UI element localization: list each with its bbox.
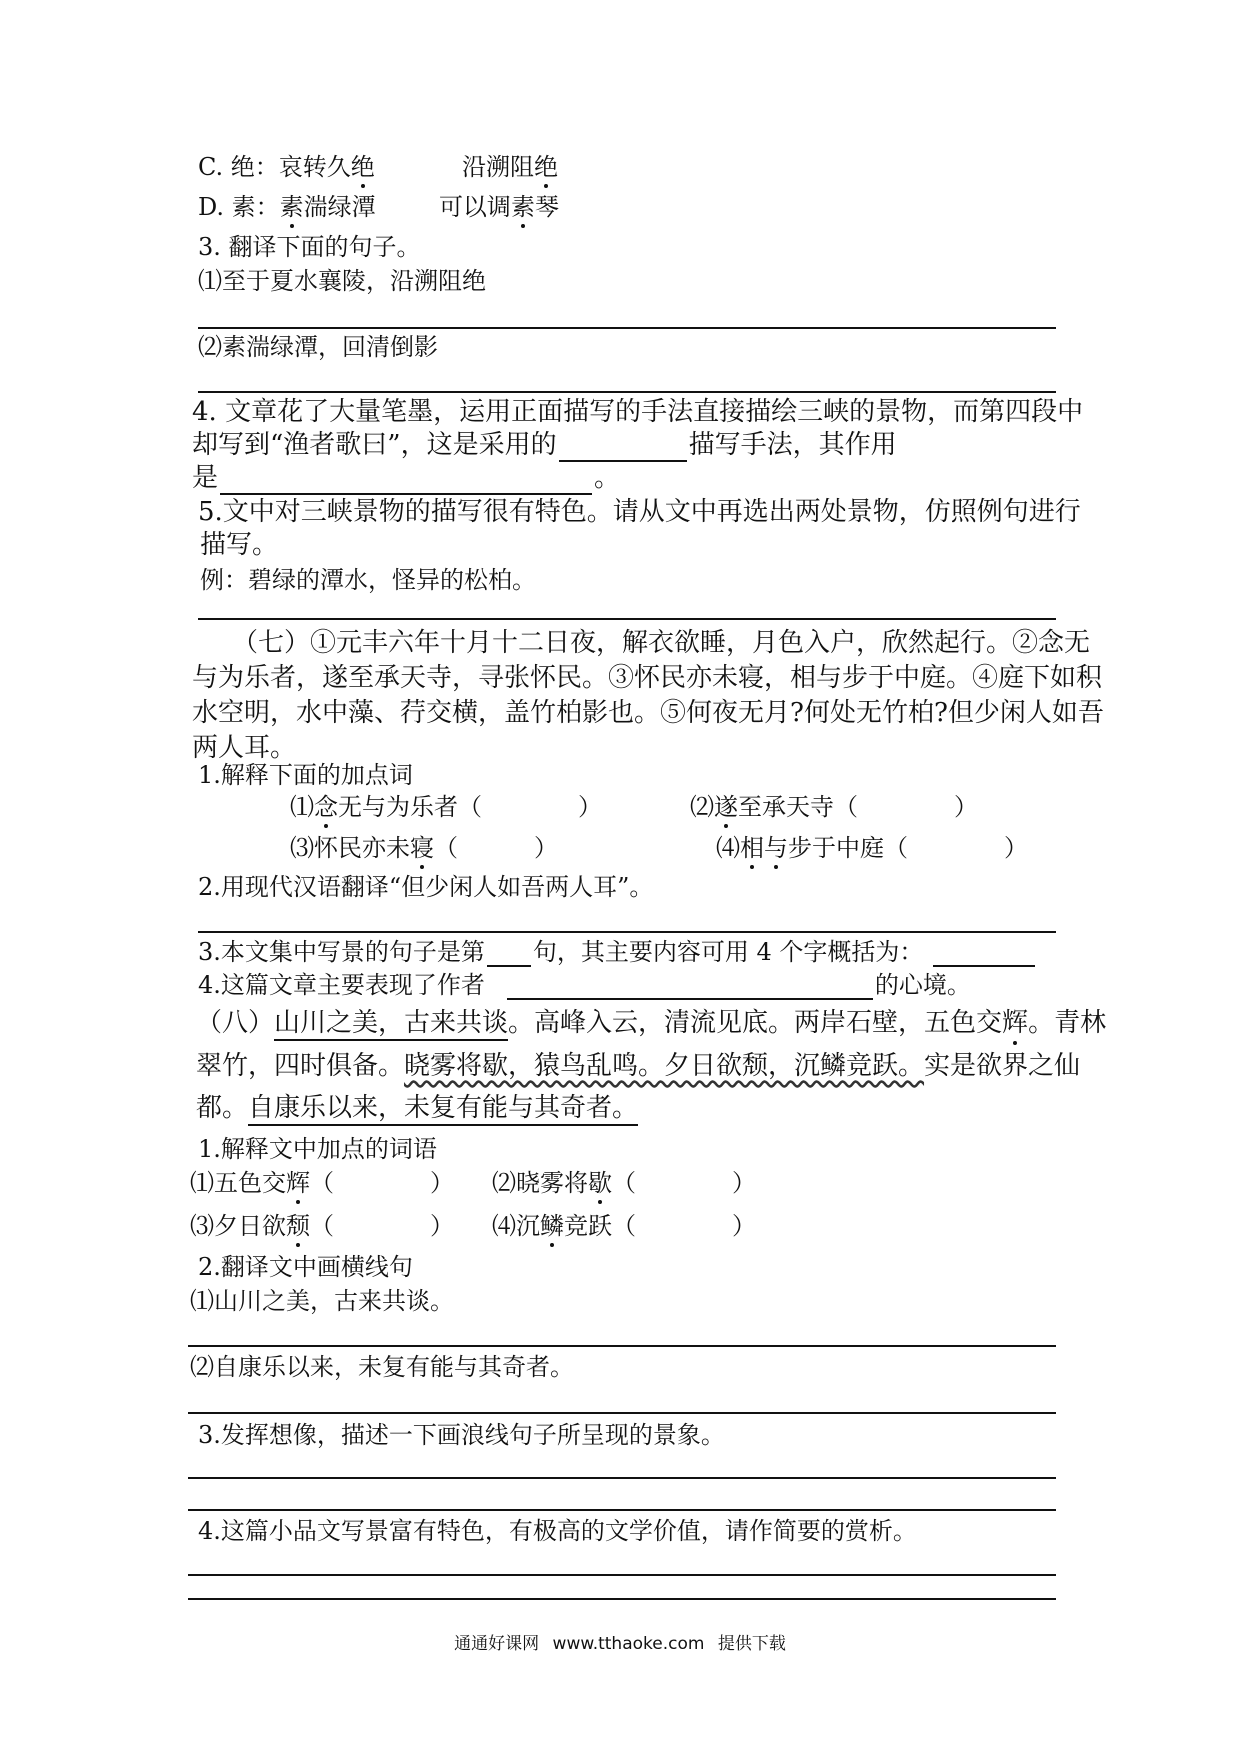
s7-passage-line4: 两人耳。 — [192, 733, 297, 763]
dotted-char: 鳞 — [540, 1212, 564, 1240]
s6-q3-2: ⑵素湍绿潭，回清倒影 — [198, 333, 438, 361]
fill-blank[interactable] — [220, 465, 592, 495]
footer-suffix: 提供下载 — [717, 1634, 786, 1654]
s6-q5-line1: 5.文中对三峡景物的描写很有特色。请从文中再选出两处景物，仿照例句进行 — [198, 497, 1081, 527]
footer-url[interactable]: www.tthaoke.com — [552, 1634, 705, 1654]
dotted-char: 相 — [740, 834, 764, 862]
dotted-char: 歇 — [588, 1169, 612, 1197]
answer-line[interactable] — [188, 1574, 1056, 1576]
wavy-underlined-sentence: 晓雾将歇，猿鸟乱鸣。夕日欲颓，沉鳞竞跃。 — [404, 1051, 925, 1081]
s6-q4-line1: 4. 文章花了大量笔墨，运用正面描写的手法直接描绘三峡的景物，而第四段中 — [192, 397, 1084, 427]
dotted-char: 念 — [314, 793, 338, 821]
s7-q1: 1.解释下面的加点词 — [198, 761, 413, 789]
dotted-char: 颓 — [286, 1212, 310, 1240]
footer-site-name: 通通好课网 — [454, 1634, 540, 1654]
dotted-char: 与 — [764, 834, 788, 862]
s8-q4: 4.这篇小品文写景富有特色，有极高的文学价值，请作简要的赏析。 — [198, 1517, 917, 1545]
option-d: D. 素：素湍绿潭 可以调素琴 — [198, 193, 559, 221]
s7-q2: 2.用现代汉语翻译“但少闲人如吾两人耳”。 — [198, 873, 654, 901]
option-c: C. 绝：哀转久绝 沿溯阻绝 — [198, 153, 559, 181]
s6-q3: 3. 翻译下面的句子。 — [198, 233, 421, 261]
footer — [0, 1629, 1240, 1654]
dotted-char: 辉 — [1002, 1008, 1029, 1038]
s7-passage-line2: 与为乐者，遂至承天寺，寻张怀民。③怀民亦未寝，相与步于中庭。④庭下如积 — [192, 663, 1103, 693]
answer-line[interactable] — [198, 931, 1056, 933]
answer-line[interactable] — [198, 618, 1056, 620]
dotted-char: 辉 — [286, 1169, 310, 1197]
s6-q4-line2: 却写到“渔者歌曰”，这是采用的 描写手法，其作用 — [192, 430, 897, 460]
s6-q5-line2: 描写。 — [200, 530, 279, 560]
s7-q1-item3: ⑶怀民亦未寝（ ） — [290, 834, 558, 862]
s6-q3-1: ⑴至于夏水襄陵，沿溯阻绝 — [198, 267, 486, 295]
answer-line[interactable] — [188, 1412, 1056, 1414]
dotted-char: 绝 — [534, 153, 559, 181]
s7-q3: 3.本文集中写景的句子是第 句，其主要内容可用 4 个字概括为： — [198, 937, 1037, 967]
fill-blank[interactable] — [933, 939, 1035, 967]
dotted-char: 遂 — [714, 793, 738, 821]
underlined-sentence: 自康乐以来，未复有能与其奇者。 — [248, 1093, 638, 1126]
s8-q1-item3: ⑶夕日欲颓（ ） — [190, 1212, 454, 1240]
fill-blank[interactable] — [507, 972, 873, 1000]
s8-passage-line2: 翠竹，四时俱备。晓雾将歇，猿鸟乱鸣。夕日欲颓，沉鳞竞跃。实是欲界之仙 — [196, 1051, 1081, 1081]
s8-q1-item1: ⑴五色交辉（ ） — [190, 1169, 454, 1197]
underlined-sentence: 山川之美，古来共谈 — [274, 1008, 508, 1041]
dotted-char: 素 — [279, 193, 304, 221]
s8-q2-2: ⑵自康乐以来，未复有能与其奇者。 — [190, 1353, 574, 1381]
answer-line[interactable] — [188, 1509, 1056, 1511]
answer-line[interactable] — [188, 1477, 1056, 1479]
s8-passage-line3: 都。自康乐以来，未复有能与其奇者。 — [196, 1091, 638, 1125]
s8-q1-item2: ⑵晓雾将歇（ ） — [492, 1169, 756, 1197]
dotted-char: 素 — [510, 193, 535, 221]
s7-q1-item4: ⑷相与步于中庭（ ） — [716, 834, 1028, 862]
fill-blank[interactable] — [487, 939, 531, 967]
s8-q3: 3.发挥想像，描述一下画浪线句子所呈现的景象。 — [198, 1421, 725, 1449]
answer-line[interactable] — [188, 1345, 1056, 1347]
s8-q1-item4: ⑷沉鳞竞跃（ ） — [492, 1212, 756, 1240]
s6-q5-example: 例：碧绿的潭水，怪异的松柏。 — [200, 566, 536, 594]
s8-passage-line1: （八）山川之美，古来共谈。高峰入云，清流见底。两岸石壁，五色交辉。青林 — [196, 1006, 1106, 1040]
s7-q1-item1: ⑴念无与为乐者（ ） — [290, 793, 602, 821]
answer-line[interactable] — [188, 1598, 1056, 1600]
s7-passage-line1: （七）①元丰六年十月十二日夜，解衣欲睡，月色入户，欣然起行。②念无 — [232, 628, 1091, 658]
s6-q4-line3: 是 。 — [192, 463, 621, 493]
s8-q2: 2.翻译文中画横线句 — [198, 1253, 413, 1281]
s8-q2-1: ⑴山川之美，古来共谈。 — [190, 1287, 454, 1315]
dotted-char: 寝 — [410, 834, 434, 862]
s7-passage-line3: 水空明，水中藻、荇交横，盖竹柏影也。⑤何夜无月?何处无竹柏?但少闲人如吾 — [192, 698, 1104, 728]
answer-line[interactable] — [198, 327, 1056, 329]
s7-q4: 4.这篇文章主要表现了作者 的心境。 — [198, 971, 971, 999]
fill-blank[interactable] — [559, 432, 687, 462]
answer-line[interactable] — [198, 391, 1056, 393]
dotted-char: 绝 — [350, 153, 375, 181]
s8-q1: 1.解释文中加点的词语 — [198, 1135, 437, 1163]
s7-q1-item2: ⑵遂至承天寺（ ） — [690, 793, 978, 821]
